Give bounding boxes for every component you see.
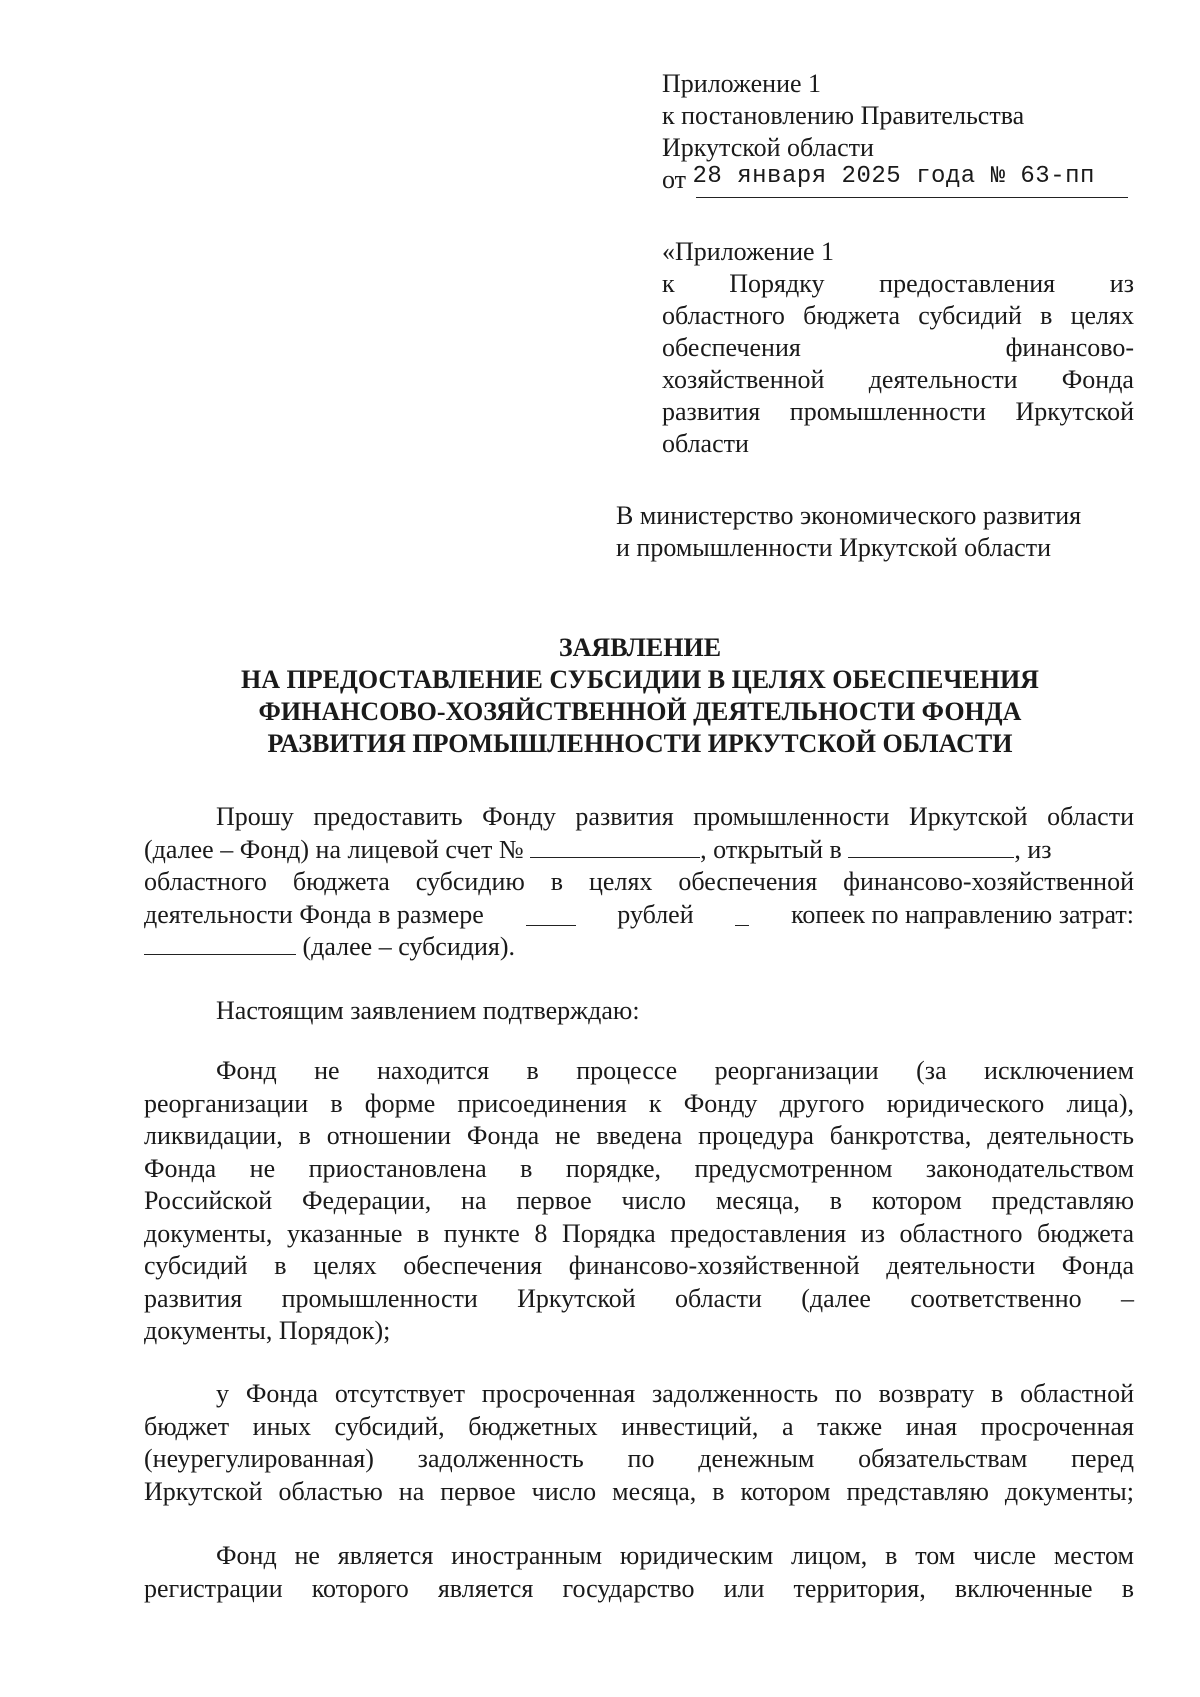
document-title bbox=[140, 632, 1140, 760]
request-line-5: (далее – субсидия). bbox=[144, 931, 1134, 964]
cost-direction-blank bbox=[144, 932, 296, 955]
paragraph-foreign-entity: Фонд не является иностранным юридическим лицом, в том числе местом регистрации которого является государство или территория, включенные в bbox=[144, 1541, 1134, 1603]
annex-block bbox=[662, 236, 1134, 460]
kopecks-blank bbox=[735, 903, 749, 926]
paragraph-reorganization: Фонд не находится в процессе реорганизации (за исключением реорганизации в форме присоединения к Фонду другого юридического лица), ликвидации, в отношении Фонда не введена процедура банкротства, деятельность Фонда не приостановлена в порядке, предусмотренном законодательством Российской Федерации, на первое число месяца, в котором представляю документы, указанные в пункте 8 Порядка предоставления из областного бюджета субсидий в целях обеспечения финансово-хозяйственной деятельности Фонда развития промышленности Иркутской области (далее соответственно – документы, Порядок); bbox=[144, 1056, 1134, 1345]
addressee-line-1: В министерство экономического развития bbox=[616, 501, 1082, 530]
date-underline bbox=[696, 197, 1128, 198]
approval-prefix: от bbox=[662, 165, 687, 194]
approval-line-1: Приложение 1 bbox=[662, 69, 822, 98]
paragraph-debt: у Фонда отсутствует просроченная задолженность по возврату в областной бюджет иных субсидий, бюджетных инвестиций, а также иная просроченная (неурегулированная) задолженность по денежным обязательствам перед Иркутской областью на первое число месяца, в котором представляю документы; bbox=[144, 1379, 1134, 1506]
annex-line-5: хозяйственной деятельности Фонда bbox=[662, 365, 1134, 394]
addressee-block bbox=[616, 500, 1136, 564]
request-paragraph bbox=[144, 801, 1134, 964]
approval-line-3: Иркутской области bbox=[662, 133, 874, 162]
title-line-3: ФИНАНСОВО-ХОЗЯЙСТВЕННОЙ ДЕЯТЕЛЬНОСТИ ФОНДА bbox=[258, 697, 1022, 726]
request-line-1: Прошу предоставить Фонду развития промышленности Иркутской области bbox=[216, 802, 1134, 831]
approval-date-line bbox=[662, 164, 1142, 199]
approval-date-number: 28 января 2025 года № 63-пп bbox=[692, 163, 1095, 190]
addressee-line-2: и промышленности Иркутской области bbox=[616, 533, 1051, 562]
annex-line-7: области bbox=[662, 429, 749, 458]
request-line-2: (далее – Фонд) на лицевой счет № , открытый в , из bbox=[144, 834, 1052, 864]
annex-line-6: развития промышленности Иркутской bbox=[662, 397, 1134, 426]
confirm-line: Настоящим заявлением подтверждаю: bbox=[216, 996, 640, 1025]
title-line-1: ЗАЯВЛЕНИЕ bbox=[558, 633, 722, 662]
approval-block bbox=[662, 68, 1142, 199]
annex-line-2: к Порядку предоставления из bbox=[662, 269, 1134, 298]
annex-line-1: «Приложение 1 bbox=[662, 237, 835, 266]
opened-in-blank bbox=[848, 835, 1014, 858]
title-line-2: НА ПРЕДОСТАВЛЕНИЕ СУБСИДИИ В ЦЕЛЯХ ОБЕСПЕЧЕНИЯ bbox=[241, 665, 1039, 694]
approval-line-2: к постановлению Правительства bbox=[662, 101, 1025, 130]
request-line-4: деятельности Фонда в размере рублей копеек по направлению затрат: bbox=[144, 899, 1134, 929]
title-line-4: РАЗВИТИЯ ПРОМЫШЛЕННОСТИ ИРКУТСКОЙ ОБЛАСТИ bbox=[267, 729, 1013, 758]
account-number-blank bbox=[530, 835, 700, 858]
rubles-blank bbox=[526, 903, 576, 926]
annex-line-4: обеспечения финансово- bbox=[662, 333, 1134, 362]
request-line-3: областного бюджета субсидию в целях обеспечения финансово-хозяйственной bbox=[144, 867, 1134, 896]
annex-line-3: областного бюджета субсидий в целях bbox=[662, 301, 1134, 330]
